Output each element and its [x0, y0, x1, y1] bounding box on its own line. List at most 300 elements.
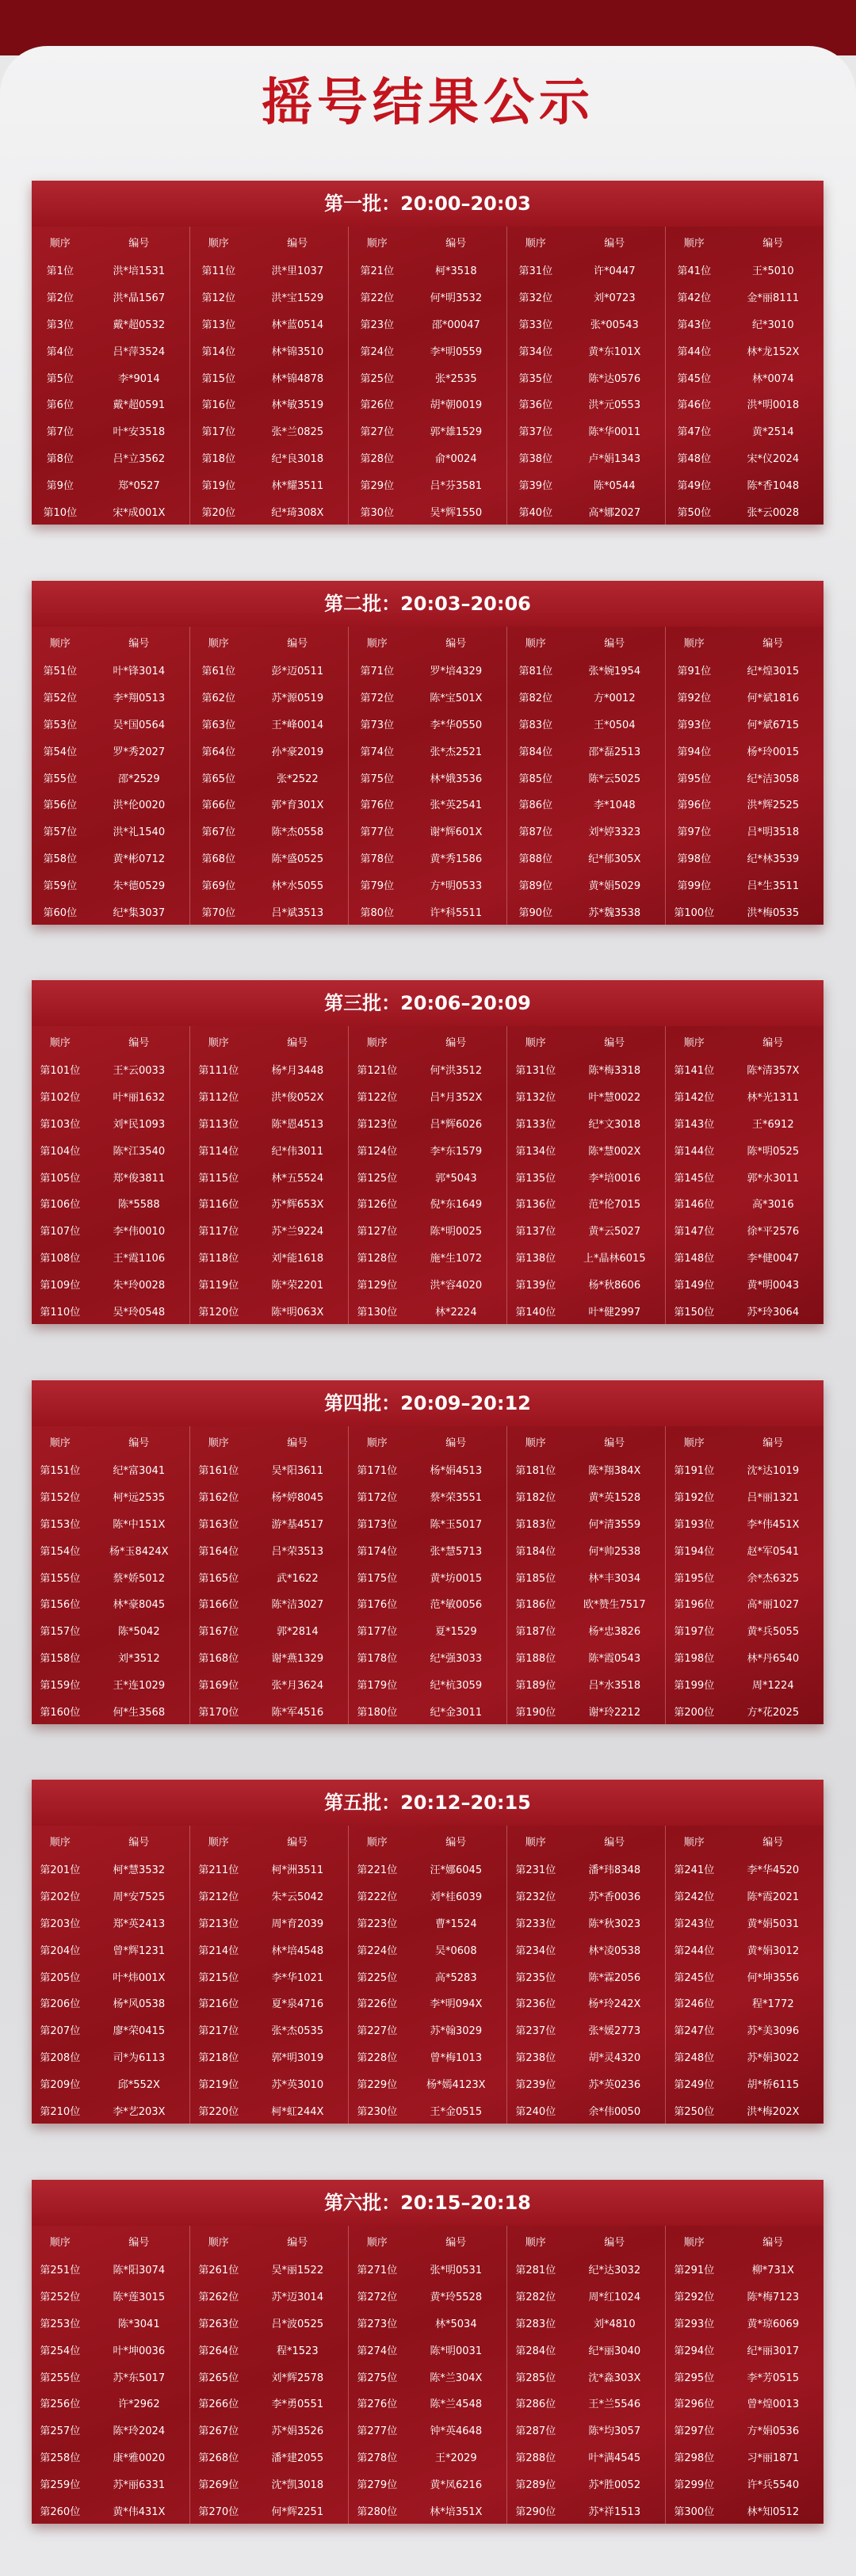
code-cell: 林*龙152X [747, 345, 800, 358]
code-cell: 洪*辉2525 [747, 800, 800, 812]
column-header [32, 2226, 189, 2256]
code-cell: 李*明094X [430, 1998, 483, 2011]
rank-cell: 第115位 [198, 1172, 239, 1185]
rank-cell: 第203位 [40, 1918, 81, 1930]
rank-cell: 第101位 [40, 1065, 81, 1078]
table-row [190, 364, 348, 391]
result-table [32, 2226, 824, 2524]
rank-cell: 第217位 [198, 2025, 239, 2038]
code-cell: 胡*灵4320 [588, 2051, 641, 2064]
rank-cell: 第224位 [357, 1944, 398, 1957]
rank-cell: 第103位 [40, 1118, 81, 1131]
code-cell: 纪*达3032 [588, 2265, 641, 2277]
header-code: 编号 [287, 2236, 308, 2249]
result-column [32, 2226, 189, 2524]
table-row [32, 1110, 189, 1137]
code-cell: 张*慧5713 [430, 1545, 483, 1558]
rank-cell: 第269位 [198, 2479, 239, 2491]
rank-cell: 第247位 [674, 2025, 715, 2038]
rank-cell: 第170位 [198, 1706, 239, 1719]
code-cell: 郑*0527 [118, 479, 160, 492]
rank-cell: 第142位 [674, 1092, 715, 1105]
rank-cell: 第277位 [357, 2425, 398, 2438]
table-row [349, 845, 506, 872]
rank-cell: 第218位 [198, 2051, 239, 2064]
code-cell: 纪*金3011 [430, 1706, 483, 1719]
rank-cell: 第152位 [40, 1492, 81, 1505]
code-cell: 吕*生3511 [747, 880, 800, 892]
code-cell: 黄*英1528 [588, 1492, 641, 1505]
rank-cell: 第112位 [198, 1092, 239, 1105]
column-header [32, 627, 189, 657]
table-row [190, 1856, 348, 1883]
rank-cell: 第129位 [357, 1279, 398, 1292]
code-cell: 邵*00047 [431, 319, 480, 331]
table-row [349, 657, 506, 684]
code-cell: 余*杰6325 [747, 1572, 800, 1585]
code-cell: 蔡*娇5012 [113, 1572, 166, 1585]
code-cell: 杨*婷8045 [271, 1492, 324, 1505]
rank-cell: 第255位 [40, 2372, 81, 2384]
code-cell: 高*娜2027 [588, 506, 641, 519]
code-cell: 黄*明0043 [747, 1279, 800, 1292]
table-row [666, 791, 824, 818]
rank-cell: 第259位 [40, 2479, 81, 2491]
result-table [32, 227, 824, 525]
table-row [349, 791, 506, 818]
rank-cell: 第147位 [674, 1226, 715, 1238]
table-row [349, 2283, 506, 2310]
table-row [666, 1963, 824, 1990]
rank-cell: 第209位 [40, 2078, 81, 2091]
table-row [190, 1910, 348, 1937]
table-row [507, 1617, 665, 1644]
rank-cell: 第46位 [677, 399, 712, 412]
rank-cell: 第88位 [518, 853, 553, 865]
rank-cell: 第184位 [515, 1545, 556, 1558]
table-row [32, 1563, 189, 1590]
code-cell: 纪*良3018 [271, 452, 324, 465]
table-row [507, 1590, 665, 1617]
rank-cell: 第19位 [201, 479, 236, 492]
code-cell: 陈*杰0558 [271, 826, 324, 839]
code-cell: 黄*兵5055 [747, 1626, 800, 1639]
code-cell: 方*0012 [594, 693, 636, 705]
rank-cell: 第56位 [43, 800, 78, 812]
rank-cell: 第3位 [46, 319, 74, 331]
table-row [32, 657, 189, 684]
table-row [666, 1297, 824, 1324]
table-row [666, 818, 824, 845]
table-row [190, 2497, 348, 2524]
code-cell: 洪*俊052X [271, 1092, 324, 1105]
table-row [666, 498, 824, 525]
table-row [190, 1136, 348, 1163]
table-row [349, 2017, 506, 2044]
header-order: 顺序 [366, 237, 388, 250]
table-row [507, 1270, 665, 1297]
table-row [32, 2417, 189, 2444]
rank-cell: 第15位 [201, 372, 236, 385]
table-row [190, 498, 348, 525]
rank-cell: 第64位 [201, 746, 236, 758]
table-row [666, 1883, 824, 1910]
rank-cell: 第74位 [360, 746, 395, 758]
table-row [507, 2390, 665, 2417]
rank-cell: 第70位 [201, 906, 236, 919]
table-row [32, 1244, 189, 1271]
header-order: 顺序 [525, 1836, 546, 1849]
code-cell: 林*丰3034 [588, 1572, 641, 1585]
table-row [666, 2444, 824, 2471]
table-row [32, 1456, 189, 1483]
rank-cell: 第273位 [357, 2318, 398, 2330]
table-row [32, 871, 189, 898]
rank-cell: 第284位 [515, 2345, 556, 2357]
column-header [190, 1826, 348, 1856]
batch-title: 第四批：20:09–20:12 [32, 1380, 824, 1426]
table-row [349, 2097, 506, 2124]
code-cell: 王*2029 [435, 2452, 477, 2464]
rank-cell: 第214位 [198, 1944, 239, 1957]
rank-cell: 第9位 [46, 479, 74, 492]
table-row [349, 1190, 506, 1217]
code-cell: 钟*英4648 [430, 2425, 483, 2438]
code-cell: 李*华0550 [430, 719, 483, 731]
table-row [349, 2497, 506, 2524]
rank-cell: 第111位 [198, 1065, 239, 1078]
code-cell: 洪*里1037 [271, 265, 324, 278]
rank-cell: 第194位 [674, 1545, 715, 1558]
rank-cell: 第141位 [674, 1065, 715, 1078]
code-cell: 张*英2541 [430, 800, 483, 812]
result-column [506, 1426, 665, 1724]
table-row [507, 337, 665, 364]
table-row [32, 2336, 189, 2363]
code-cell: 纪*洁3058 [747, 773, 800, 785]
rank-cell: 第175位 [357, 1572, 398, 1585]
code-cell: 张*2535 [435, 372, 477, 385]
table-row [349, 2417, 506, 2444]
rank-cell: 第27位 [360, 426, 395, 439]
table-row [349, 2044, 506, 2070]
table-row [32, 2097, 189, 2124]
code-cell: 陈*达0576 [588, 372, 641, 385]
code-cell: 洪*明0018 [747, 399, 800, 412]
table-row [349, 1936, 506, 1963]
code-cell: 刘*桂6039 [430, 1891, 483, 1904]
table-row [666, 1590, 824, 1617]
rank-cell: 第49位 [677, 479, 712, 492]
rank-cell: 第233位 [515, 1918, 556, 1930]
table-row [349, 1110, 506, 1137]
table-row [32, 391, 189, 418]
code-cell: 陈*洁3027 [271, 1599, 324, 1612]
code-cell: 黄*凤6216 [430, 2479, 483, 2491]
code-cell: 陈*明0031 [430, 2345, 483, 2357]
code-cell: 陈*霖2056 [588, 1971, 641, 1984]
rank-cell: 第69位 [201, 880, 236, 892]
code-cell: 洪*梅202X [747, 2105, 800, 2118]
rank-cell: 第169位 [198, 1679, 239, 1692]
code-cell: 纪*郁305X [588, 853, 641, 865]
rank-cell: 第75位 [360, 773, 395, 785]
rank-cell: 第91位 [677, 666, 712, 678]
rank-cell: 第243位 [674, 1918, 715, 1930]
rank-cell: 第153位 [40, 1518, 81, 1531]
rank-cell: 第190位 [515, 1706, 556, 1719]
rank-cell: 第188位 [515, 1652, 556, 1665]
code-cell: 张*2522 [277, 773, 319, 785]
rank-cell: 第145位 [674, 1172, 715, 1185]
header-code: 编号 [287, 1036, 308, 1049]
code-cell: 杨*嫣4123X [426, 2078, 486, 2091]
rank-cell: 第292位 [674, 2292, 715, 2304]
result-column [189, 627, 348, 925]
header-code: 编号 [762, 2236, 784, 2249]
table-row [32, 311, 189, 338]
table-row [32, 1963, 189, 1990]
code-cell: 范*伦7015 [588, 1199, 641, 1212]
code-cell: 吴*0608 [435, 1944, 477, 1957]
column-header [507, 1426, 665, 1456]
rank-cell: 第271位 [357, 2265, 398, 2277]
code-cell: 纪*伟3011 [271, 1145, 324, 1158]
table-row [32, 2283, 189, 2310]
header-order: 顺序 [366, 637, 388, 650]
code-cell: 杨*娟4513 [430, 1465, 483, 1478]
code-cell: 苏*香0036 [588, 1891, 641, 1904]
code-cell: 陈*均3057 [588, 2425, 641, 2438]
code-cell: 洪*梅0535 [747, 906, 800, 919]
rank-cell: 第238位 [515, 2051, 556, 2064]
table-row [507, 364, 665, 391]
code-cell: 李*9014 [118, 372, 160, 385]
table-row [190, 337, 348, 364]
code-cell: 朱*德0529 [113, 880, 166, 892]
code-cell: 张*媛2773 [588, 2025, 641, 2038]
code-cell: 刘*民1093 [113, 1118, 166, 1131]
header-code: 编号 [445, 1036, 467, 1049]
table-row [666, 1536, 824, 1563]
code-cell: 王*霞1106 [113, 1252, 166, 1265]
table-row [507, 2044, 665, 2070]
code-cell: 周*安7525 [113, 1891, 166, 1904]
code-cell: 夏*1529 [435, 1626, 477, 1639]
code-cell: 陈*霞0543 [588, 1652, 641, 1665]
table-row [190, 1217, 348, 1244]
code-cell: 吴*国0564 [113, 719, 166, 731]
rank-cell: 第289位 [515, 2479, 556, 2491]
table-row [349, 1910, 506, 1937]
code-cell: 陈*盛0525 [271, 853, 324, 865]
code-cell: 高*丽1027 [747, 1599, 800, 1612]
rank-cell: 第55位 [43, 773, 78, 785]
code-cell: 苏*祥1513 [588, 2505, 641, 2518]
table-row [32, 684, 189, 711]
batch-panel [32, 581, 824, 925]
rank-cell: 第8位 [46, 452, 74, 465]
header-code: 编号 [287, 1437, 308, 1449]
code-cell: 纪*丽3017 [747, 2345, 800, 2357]
result-table [32, 1826, 824, 2124]
rank-cell: 第87位 [518, 826, 553, 839]
rank-cell: 第293位 [674, 2318, 715, 2330]
table-row [666, 1990, 824, 2017]
table-row [190, 1697, 348, 1724]
code-cell: 林*水5055 [271, 880, 324, 892]
batch-title: 第二批：20:03–20:06 [32, 581, 824, 627]
table-row [190, 471, 348, 498]
column-header [32, 227, 189, 257]
column-header [349, 1426, 506, 1456]
rank-cell: 第53位 [43, 719, 78, 731]
code-cell: 洪*伦0020 [113, 800, 166, 812]
rank-cell: 第108位 [40, 1252, 81, 1265]
code-cell: 林*耀3511 [271, 479, 324, 492]
table-row [507, 391, 665, 418]
table-row [190, 2363, 348, 2390]
table-row [349, 2444, 506, 2471]
rank-cell: 第83位 [518, 719, 553, 731]
table-row [666, 711, 824, 738]
table-row [349, 1163, 506, 1190]
table-row [32, 845, 189, 872]
table-row [32, 2363, 189, 2390]
rank-cell: 第16位 [201, 399, 236, 412]
result-column [665, 1426, 824, 1724]
rank-cell: 第287位 [515, 2425, 556, 2438]
table-row [32, 1136, 189, 1163]
table-row [349, 1883, 506, 1910]
table-row [190, 311, 348, 338]
rank-cell: 第278位 [357, 2452, 398, 2464]
rank-cell: 第99位 [677, 880, 712, 892]
rank-cell: 第96位 [677, 800, 712, 812]
table-row [507, 1670, 665, 1697]
column-header [507, 1026, 665, 1056]
rank-cell: 第30位 [360, 506, 395, 519]
table-row [32, 1083, 189, 1110]
rank-cell: 第239位 [515, 2078, 556, 2091]
header-order: 顺序 [49, 1036, 71, 1049]
code-cell: 陈*兰4548 [430, 2399, 483, 2411]
table-row [32, 498, 189, 525]
table-row [507, 737, 665, 764]
table-row [349, 1136, 506, 1163]
table-row [190, 1644, 348, 1671]
rank-cell: 第192位 [674, 1492, 715, 1505]
code-cell: 刘*辉2578 [271, 2372, 324, 2384]
rank-cell: 第77位 [360, 826, 395, 839]
code-cell: 柯*慧3532 [113, 1864, 166, 1877]
header-order: 顺序 [683, 637, 705, 650]
rank-cell: 第151位 [40, 1465, 81, 1478]
code-cell: 吕*波0525 [271, 2318, 324, 2330]
table-row [32, 445, 189, 471]
rank-cell: 第76位 [360, 800, 395, 812]
table-row [349, 684, 506, 711]
rank-cell: 第181位 [515, 1465, 556, 1478]
rank-cell: 第17位 [201, 426, 236, 439]
header-code: 编号 [445, 2236, 467, 2249]
code-cell: 纪*杭3059 [430, 1679, 483, 1692]
rank-cell: 第57位 [43, 826, 78, 839]
column-header [666, 227, 824, 257]
rank-cell: 第84位 [518, 746, 553, 758]
table-row [349, 445, 506, 471]
rank-cell: 第143位 [674, 1118, 715, 1131]
table-row [507, 1936, 665, 1963]
table-row [666, 2310, 824, 2337]
column-header [32, 1026, 189, 1056]
table-row [32, 1217, 189, 1244]
rank-cell: 第230位 [357, 2105, 398, 2118]
rank-cell: 第204位 [40, 1944, 81, 1957]
code-cell: 胡*朝0019 [430, 399, 483, 412]
rank-cell: 第196位 [674, 1599, 715, 1612]
code-cell: 林*娥3536 [430, 773, 483, 785]
header-order: 顺序 [366, 1437, 388, 1449]
code-cell: 黄*玲5528 [430, 2292, 483, 2304]
column-header [507, 627, 665, 657]
table-row [32, 2256, 189, 2283]
table-row [190, 1563, 348, 1590]
table-row [507, 845, 665, 872]
table-row [32, 764, 189, 791]
table-row [666, 337, 824, 364]
rank-cell: 第177位 [357, 1626, 398, 1639]
table-row [349, 2470, 506, 2497]
column-header [349, 227, 506, 257]
table-row [190, 1190, 348, 1217]
code-cell: 林*丹6540 [747, 1652, 800, 1665]
rank-cell: 第37位 [518, 426, 553, 439]
rank-cell: 第183位 [515, 1518, 556, 1531]
code-cell: 陈*江3540 [113, 1145, 166, 1158]
rank-cell: 第14位 [201, 345, 236, 358]
code-cell: 杨*秋8606 [588, 1279, 641, 1292]
code-cell: 柳*731X [751, 2265, 794, 2277]
table-row [507, 1883, 665, 1910]
code-cell: 林*培351X [430, 2505, 483, 2518]
column-header [349, 1826, 506, 1856]
rank-cell: 第249位 [674, 2078, 715, 2091]
batch-panel [32, 2180, 824, 2524]
rank-cell: 第205位 [40, 1971, 81, 1984]
rank-cell: 第220位 [198, 2105, 239, 2118]
table-row [349, 1563, 506, 1590]
rank-cell: 第282位 [515, 2292, 556, 2304]
code-cell: 洪*容4020 [430, 1279, 483, 1292]
code-cell: 吕*明3518 [747, 826, 800, 839]
rank-cell: 第82位 [518, 693, 553, 705]
rank-cell: 第36位 [518, 399, 553, 412]
table-row [190, 1110, 348, 1137]
result-column [189, 1426, 348, 1724]
rank-cell: 第31位 [518, 265, 553, 278]
rank-cell: 第104位 [40, 1145, 81, 1158]
result-column [506, 1826, 665, 2124]
table-row [190, 1617, 348, 1644]
code-cell: 陈*阳3074 [113, 2265, 166, 2277]
header-code: 编号 [128, 1437, 150, 1449]
table-row [190, 845, 348, 872]
table-row [507, 1163, 665, 1190]
table-row [190, 1963, 348, 1990]
code-cell: 纪*集3037 [113, 906, 166, 919]
code-cell: 吴*阳3611 [271, 1465, 324, 1478]
